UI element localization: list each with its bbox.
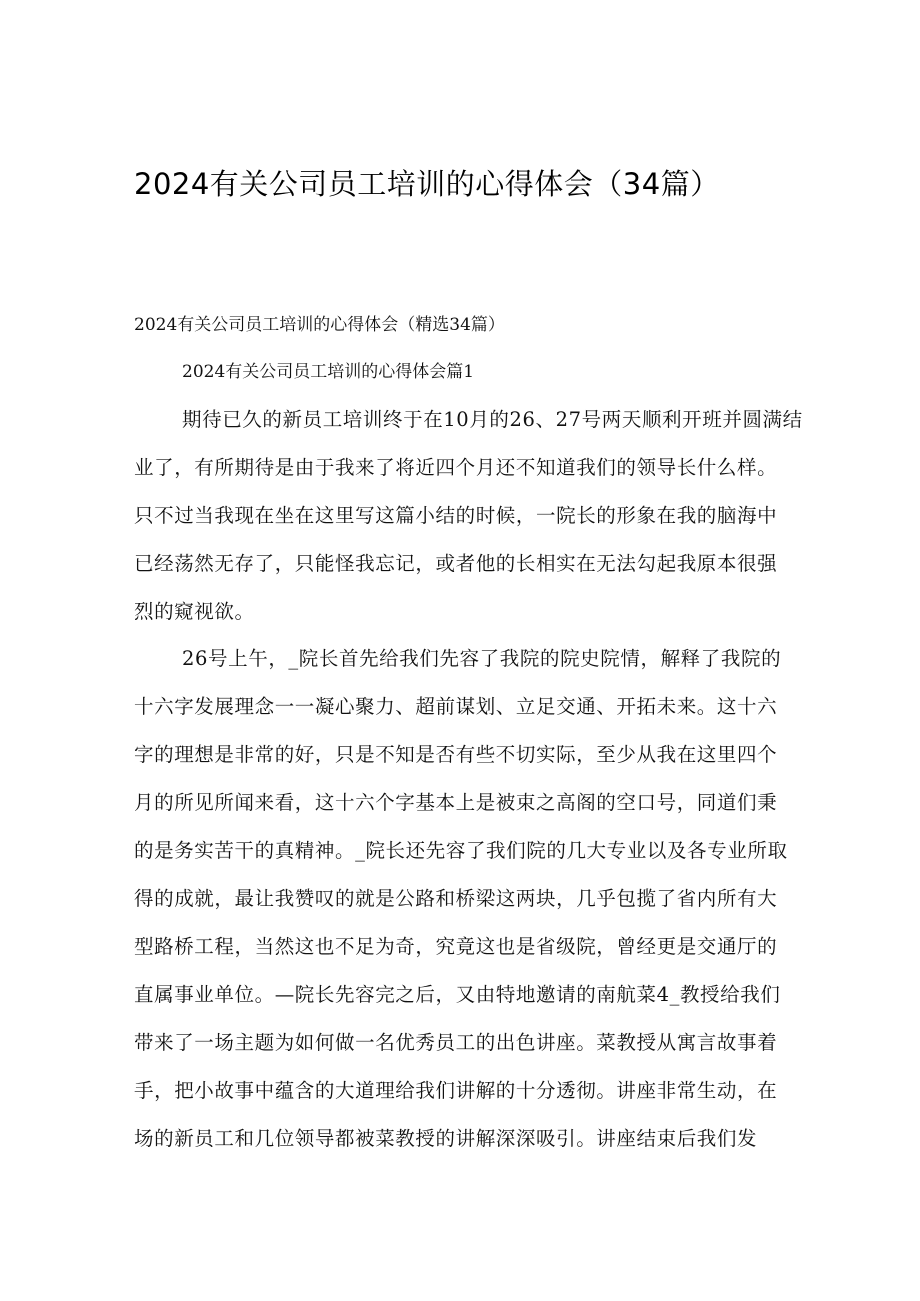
paragraph-line: 场的新员工和几位领导都被菜教授的讲解深深吸引。讲座结束后我们发 <box>134 1127 758 1150</box>
paragraph-line: 期待已久的新员工培训终于在10月的26、27号两天顺利开班并圆满结 <box>182 408 803 431</box>
paragraph-line: 月的所见所闻来看，这十六个字基本上是被束之高阁的空口号，同道们秉 <box>134 791 778 814</box>
paragraph-line: 业了，有所期待是由于我来了将近四个月还不知道我们的领导长什么样。 <box>134 456 778 479</box>
paragraph-line: 已经荡然无存了，只能怪我忘记，或者他的长相实在无法勾起我原本很强 <box>134 552 778 575</box>
paragraph-line: 得的成就，最让我赞叹的就是公路和桥梁这两块，几乎包揽了省内所有大 <box>134 887 778 910</box>
document-title: 2024有关公司员工培训的心得体会（34篇） <box>134 167 720 201</box>
paragraph-line: 十六字发展理念一一凝心聚力、超前谋划、立足交通、开拓未来。这十六 <box>134 695 778 718</box>
paragraph-line: 型路桥工程，当然这也不足为奇，究竟这也是省级院，曾经更是交通厅的 <box>134 935 778 958</box>
body-paragraph-2 <box>134 635 794 1163</box>
body-paragraph-1 <box>134 396 803 636</box>
paragraph-line: 带来了一场主题为如何做一名优秀员工的出色讲座。菜教授从寓言故事着 <box>134 1031 778 1054</box>
paragraph-line: 字的理想是非常的好，只是不知是否有些不切实际，至少从我在这里四个 <box>134 743 778 766</box>
paragraph-line: 的是务实苦干的真精神。_院长还先容了我们院的几大专业以及各专业所取 <box>134 839 788 862</box>
paragraph-line: 手，把小故事中蕴含的大道理给我们讲解的十分透彻。讲座非常生动，在 <box>134 1079 778 1102</box>
paragraph-line: 直属事业单位。—院长先容完之后，又由特地邀请的南航菜4_教授给我们 <box>134 983 781 1006</box>
article-heading: 2024有关公司员工培训的心得体会篇1 <box>182 362 475 382</box>
paragraph-line: 烈的窥视欲。 <box>134 600 255 623</box>
paragraph-line: 26号上午，_院长首先给我们先容了我院的院史院情，解释了我院的 <box>182 647 782 670</box>
document-subtitle: 2024有关公司员工培训的心得体会（精选34篇） <box>134 315 505 335</box>
paragraph-line: 只不过当我现在坐在这里写这篇小结的时候，一院长的形象在我的脑海中 <box>134 504 778 527</box>
